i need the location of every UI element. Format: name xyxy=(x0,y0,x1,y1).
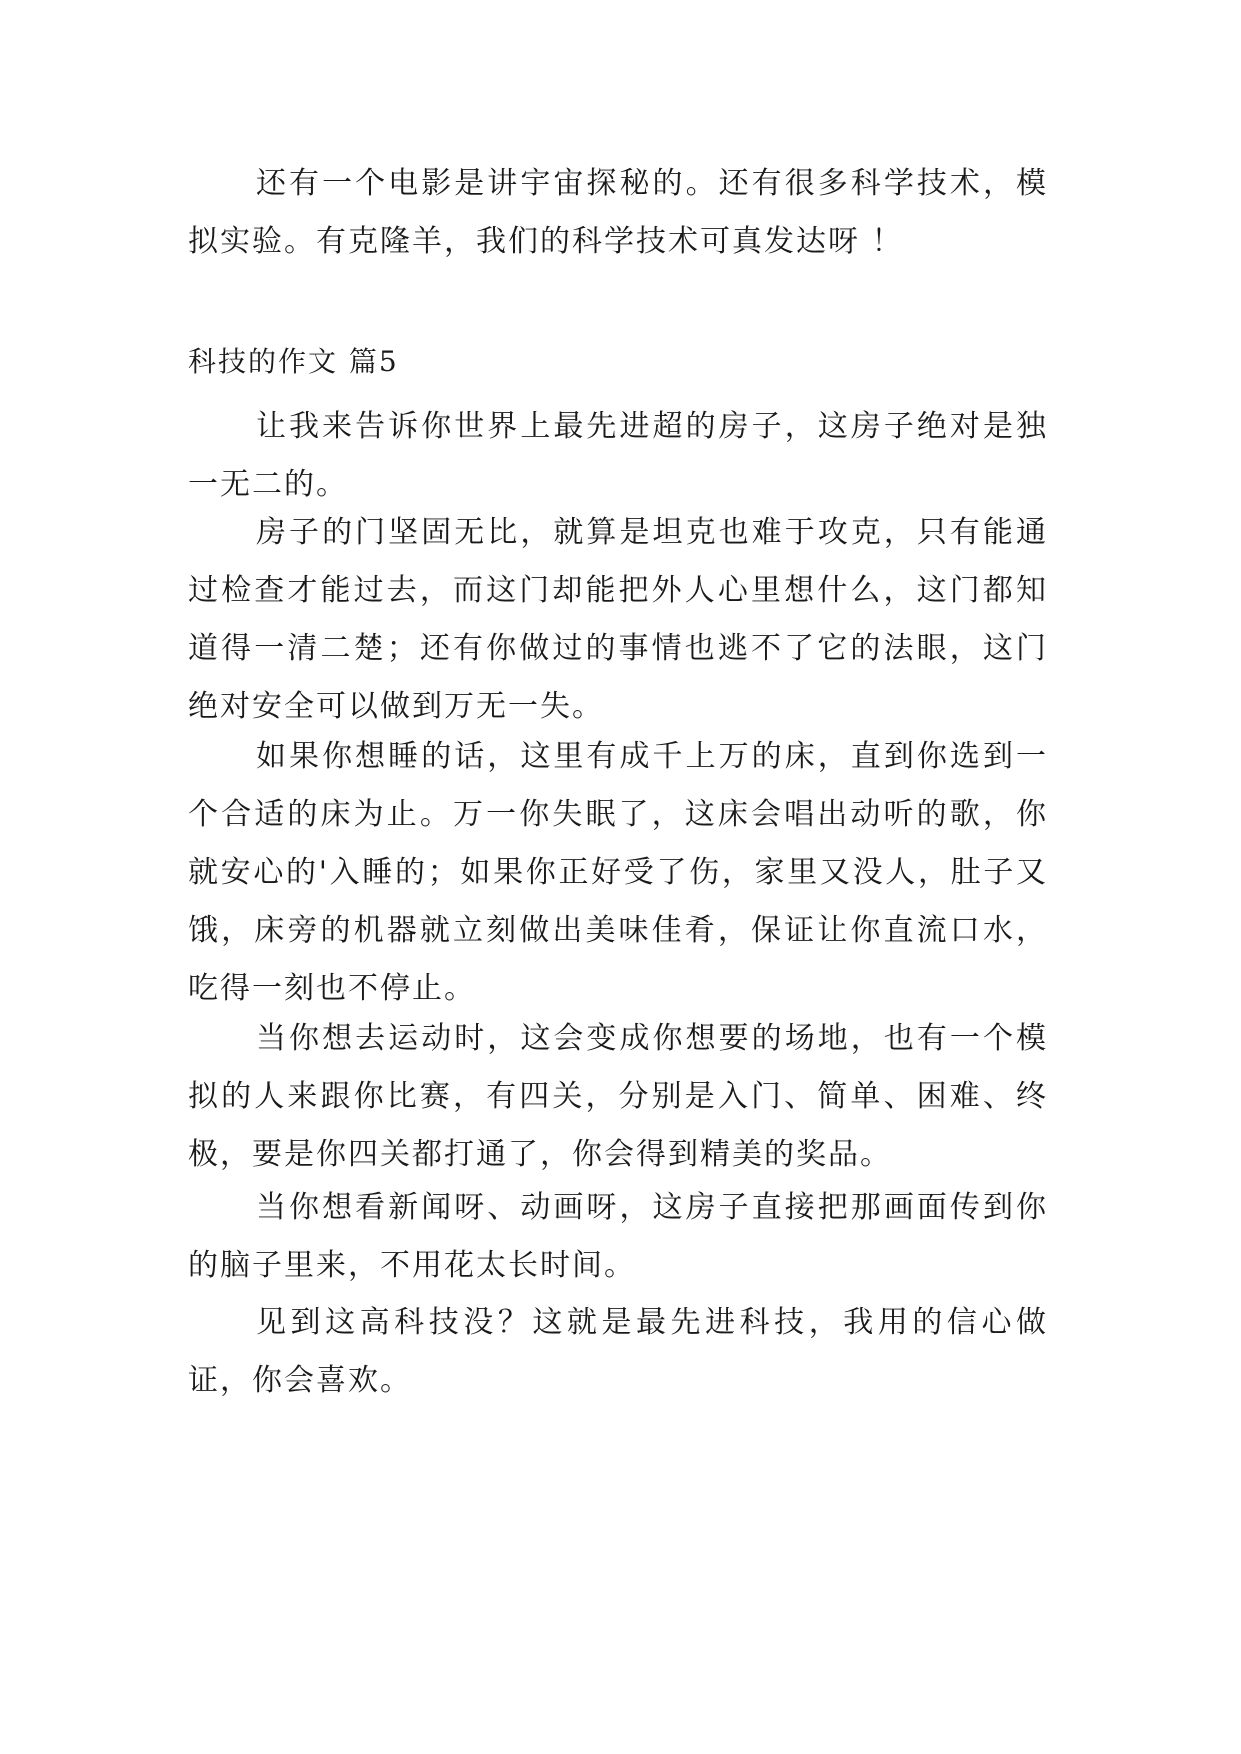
paragraph-2: 房子的门坚固无比，就算是坦克也难于攻克，只有能通过检查才能过去，而这门却能把外人心里想什么，这门都知道得一清二楚；还有你做过的事情也逃不了它的法眼，这门绝对安全可以做到万无一失。 xyxy=(188,515,1048,724)
section-title: 科技的作文 篇5 xyxy=(188,345,399,378)
paragraph-1: 让我来告诉你世界上最先进超的房子，这房子绝对是独一无二的。 xyxy=(188,409,1048,502)
paragraph-4: 当你想去运动时，这会变成你想要的场地，也有一个模拟的人来跟你比赛，有四关，分别是入门、简单、困难、终极，要是你四关都打通了，你会得到精美的奖品。 xyxy=(188,1021,1048,1172)
paragraph-5: 当你想看新闻呀、动画呀，这房子直接把那画面传到你的脑子里来，不用花太长时间。 xyxy=(188,1190,1048,1283)
paragraph-6: 见到这高科技没？这就是最先进科技，我用的信心做证，你会喜欢。 xyxy=(188,1305,1048,1398)
paragraph-3: 如果你想睡的话，这里有成千上万的床，直到你选到一个合适的床为止。万一你失眠了，这床会唱出动听的歌，你就安心的'入睡的；如果你正好受了伤，家里又没人，肚子又饿，床旁的机器就立刻做出美味佳肴，保证让你直流口水，吃得一刻也不停止。 xyxy=(188,739,1048,1006)
intro-paragraph: 还有一个电影是讲宇宙探秘的。还有很多科学技术，模拟实验。有克隆羊，我们的科学技术可真发达呀 ！ xyxy=(188,166,1048,259)
